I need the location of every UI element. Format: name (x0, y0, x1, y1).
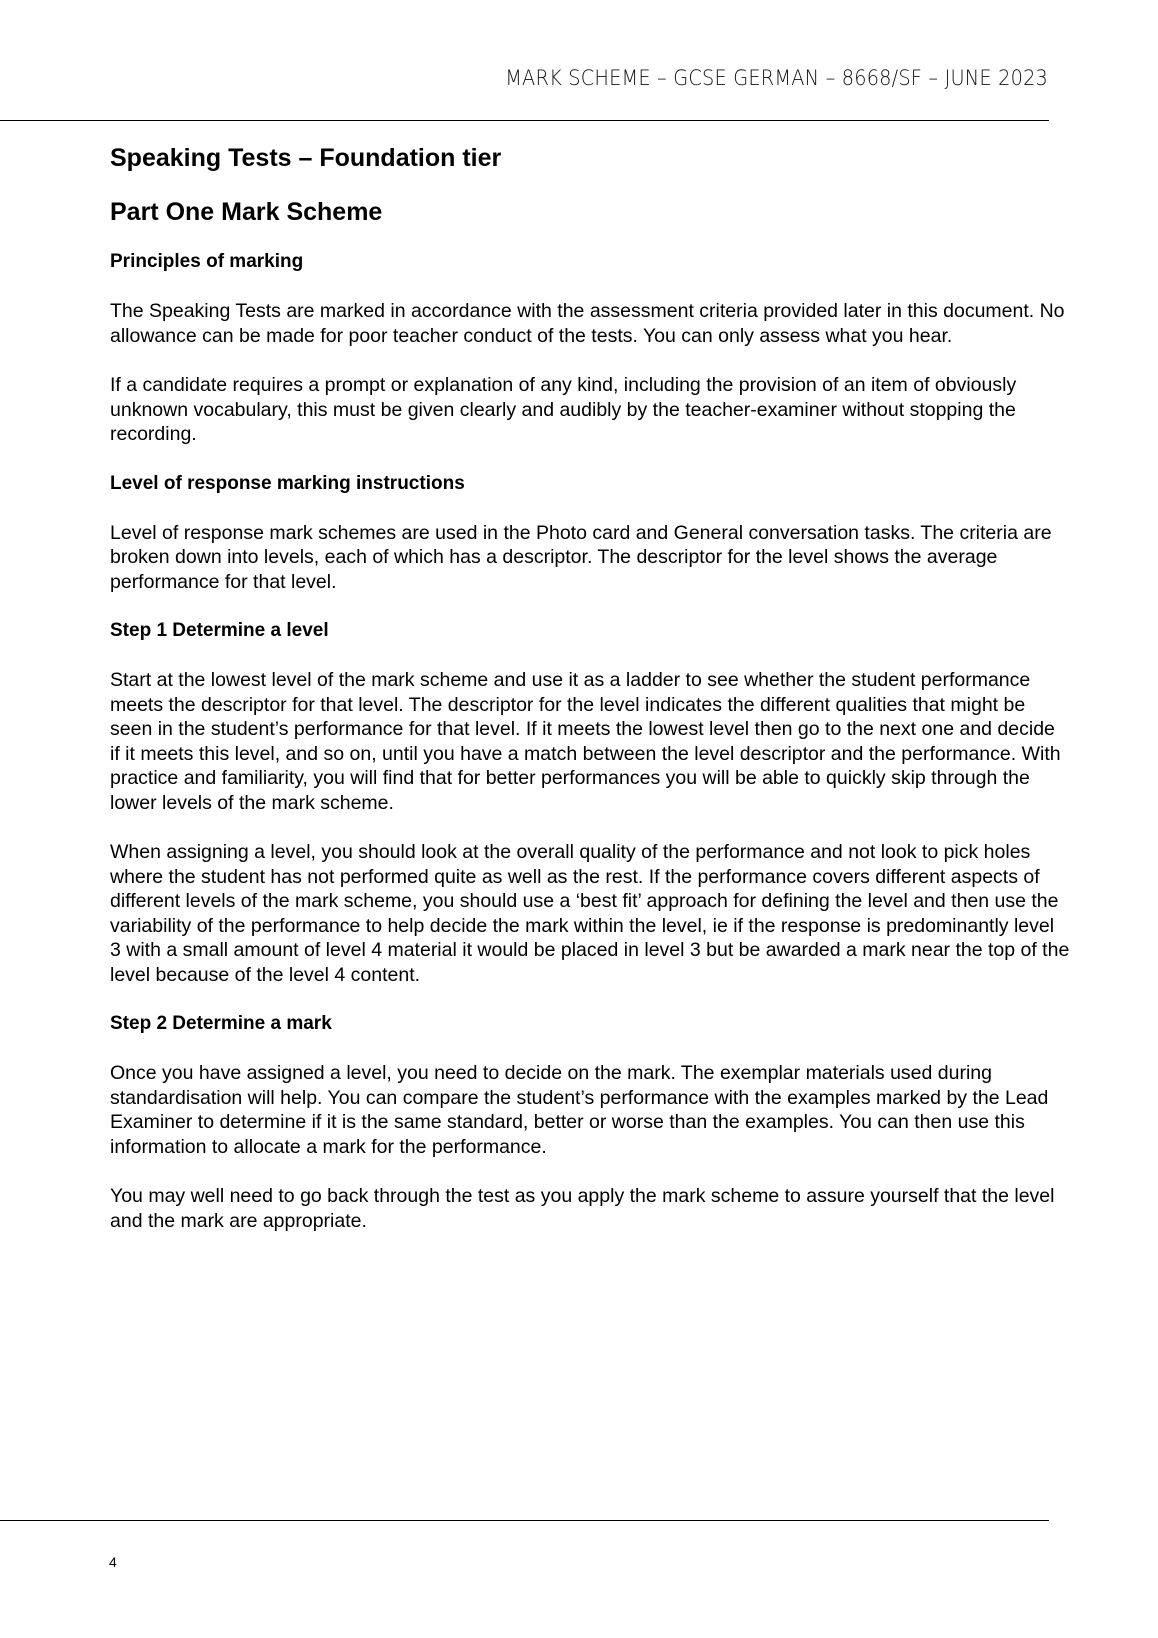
paragraph: When assigning a level, you should look at the overall quality of the performance and not look to pick holes where the student has not performed quite as well as the rest. If the performance covers different aspects of different levels of the mark scheme, you should use a ‘best fit’ approach for defining the level and then use the variability of the performance to help decide the mark within the level, ie if the response is predominantly level 3 with a small amount of level 4 material it would be placed in level 3 but be awarded a mark near the top of the level because of the level 4 content. (110, 841, 1070, 986)
section-heading: Step 1 Determine a level (110, 620, 329, 641)
paragraph: Once you have assigned a level, you need to decide on the mark. The exemplar materials used during standardisation will help. You can compare the student’s performance with the examples marked by the Lead Examiner to determine if it is the same standard, better or worse than the examples. You can then use this information to allocate a mark for the performance. (110, 1062, 1049, 1158)
section-principles-of-marking (110, 250, 1070, 447)
section-step-2 (110, 1012, 1070, 1233)
section-heading: Step 2 Determine a mark (110, 1013, 332, 1034)
document-subtitle: Part One Mark Scheme (110, 198, 383, 226)
section-level-of-response (110, 472, 1070, 595)
paragraph: Start at the lowest level of the mark scheme and use it as a ladder to see whether the student performance meets the descriptor for that level. The descriptor for the level indicates the different qualities that might be seen in the student’s performance for that level. If it meets the lowest level then go to the next one and decide if it meets this level, and so on, until you have a match between the level descriptor and the performance. With practice and familiarity, you will find that for better performances you will be able to quickly skip through the lower levels of the mark scheme. (110, 669, 1061, 814)
running-header: MARK SCHEME – GCSE GERMAN – 8668/SF – JUNE 2023 (505, 66, 1048, 90)
footer-divider (0, 1520, 1049, 1521)
paragraph: The Speaking Tests are marked in accordance with the assessment criteria provided later in this document. No allowance can be made for poor teacher conduct of the tests. You can only assess what you hear. (110, 300, 1065, 347)
section-step-1 (110, 619, 1070, 987)
header-divider (0, 120, 1049, 121)
section-heading: Principles of marking (110, 251, 304, 272)
document-title: Speaking Tests – Foundation tier (110, 144, 502, 172)
paragraph: Level of response mark schemes are used in the Photo card and General conversation tasks. The criteria are broken down into levels, each of which has a descriptor. The descriptor for the level shows the average performance for that level. (110, 521, 1052, 593)
page-content (110, 141, 1070, 1258)
page-number: 4 (109, 1554, 117, 1570)
paragraph: You may well need to go back through the test as you apply the mark scheme to assure yourself that the level and the mark are appropriate. (110, 1185, 1055, 1232)
section-heading: Level of response marking instructions (110, 472, 465, 494)
paragraph: If a candidate requires a prompt or explanation of any kind, including the provision of an item of obviously unknown vocabulary, this must be given clearly and audibly by the teacher-examiner without stopping the recording. (110, 374, 1017, 445)
